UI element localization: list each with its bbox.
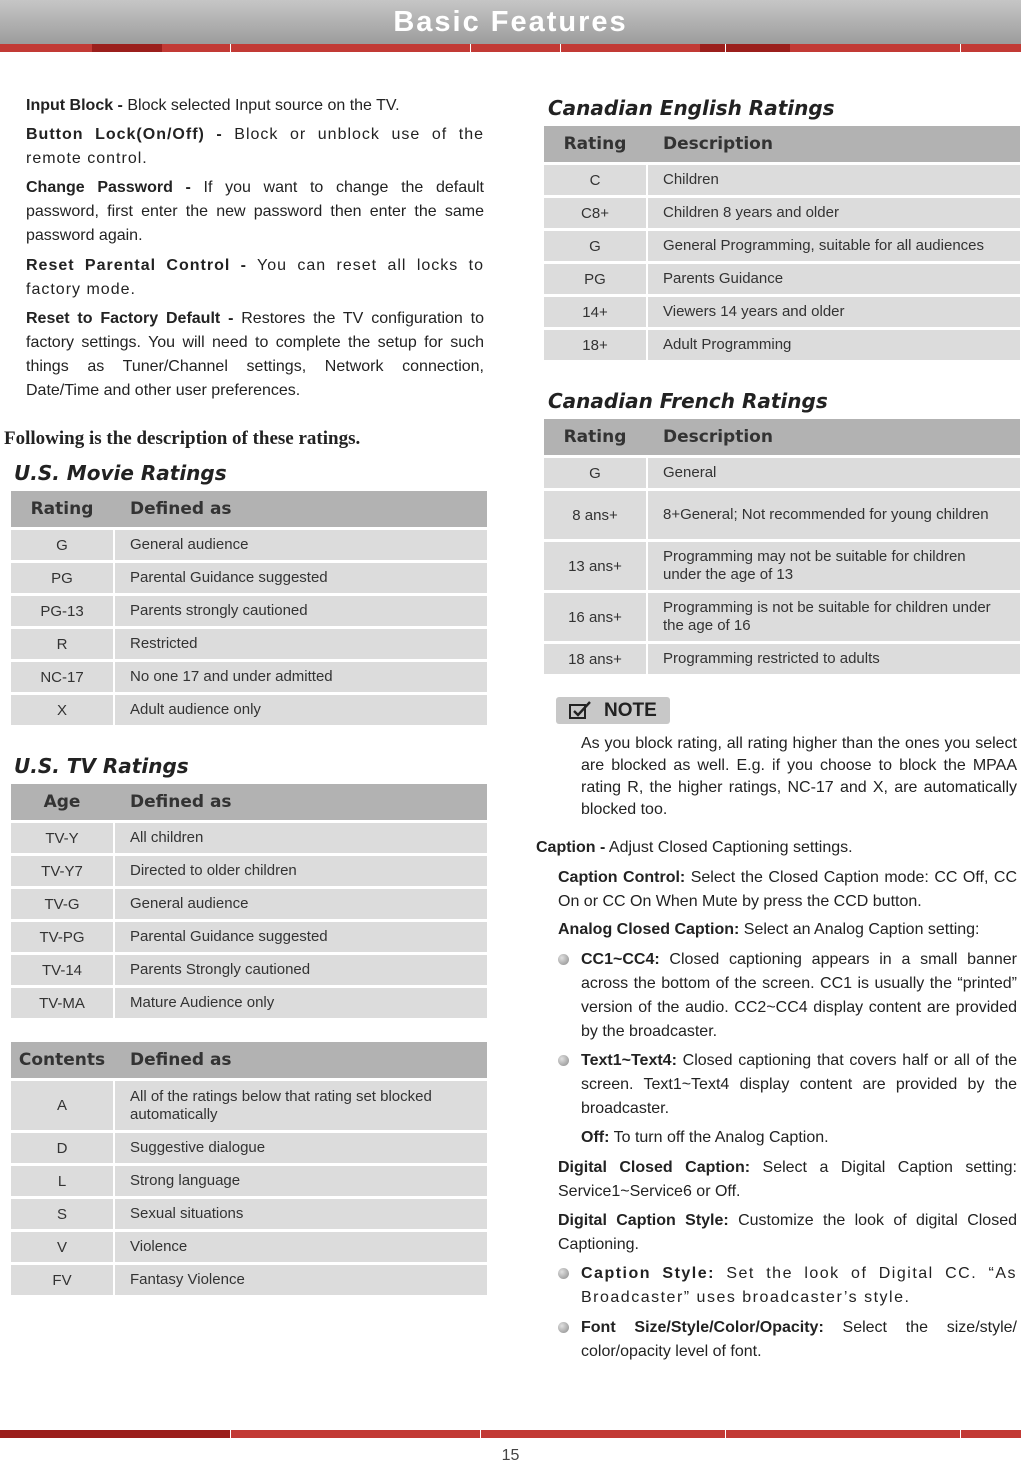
table-row: 18+ Adult Programming (544, 330, 1020, 360)
analog-closed-caption: Analog Closed Caption: Select an Analog Caption setting: (558, 921, 980, 938)
off-item: Off: To turn off the Analog Caption. (581, 1129, 829, 1146)
table-row: C Children (544, 165, 1020, 195)
caption-style-item: Caption Style: Set the look of Digital CC. “As Broadcaster” uses broadcaster’s style. (581, 1265, 1017, 1306)
bullet-icon (558, 954, 569, 965)
table-row: X Adult audience only (11, 695, 487, 725)
table-row: TV-Y7 Directed to older children (11, 856, 487, 886)
table-row: TV-14 Parents Strongly cautioned (11, 955, 487, 985)
table-header: Contents Defined as (11, 1042, 487, 1078)
note-check-icon (569, 700, 593, 725)
digital-caption-style: Digital Caption Style: Customize the look of digital Closed Captioning. (558, 1212, 1018, 1253)
table-header: Rating Description (544, 419, 1020, 455)
table-row: TV-PG Parental Guidance suggested (11, 922, 487, 952)
table-row: PG Parents Guidance (544, 264, 1020, 294)
table-header: Rating Defined as (11, 491, 487, 527)
us-movie-title: U.S. Movie Ratings (14, 461, 227, 485)
bullet-icon (558, 1268, 569, 1279)
para-input-block: Input Block - Block selected Input source on the TV. (26, 97, 400, 114)
header-red-bar (0, 44, 1021, 52)
table-row: 8 ans+ 8+General; Not recommended for young children (544, 491, 1020, 539)
table-header: Age Defined as (11, 784, 487, 820)
para-button-lock: Button Lock(On/Off) - Block or unblock use of the remote control. (26, 126, 484, 167)
ca-english-table (544, 126, 1020, 360)
note-text: As you block rating, all rating higher than the ones you select are blocked as well. E.g. if you choose to block the MPAA rating R, the higher ratings, NC-17 and X, are automatically blocked too. (581, 735, 1017, 818)
para-change-password: Change Password - If you want to change the default password, first enter the new password then enter the same password again. (26, 179, 485, 244)
table-row: S Sexual situations (11, 1199, 487, 1229)
ca-english-title: Canadian English Ratings (548, 96, 835, 120)
table-row: G General Programming, suitable for all audiences (544, 231, 1020, 261)
text1-text4-item: Text1~Text4: Closed captioning that covers half or all of the screen. Text1~Text4 display content are provided by the broadcaster. (581, 1052, 1017, 1117)
table-header: Rating Description (544, 126, 1020, 162)
table-row: TV-MA Mature Audience only (11, 988, 487, 1018)
page-header (0, 0, 1021, 44)
note-label: NOTE (604, 700, 657, 721)
cc1-cc4-item: CC1~CC4: Closed captioning appears in a small banner across the bottom of the screen. CC1 is usually the “printed” version of the audio. CC2~CC4 display content are provided by the broadcaster. (581, 951, 1017, 1040)
table-row: NC-17 No one 17 and under admitted (11, 662, 487, 692)
bullet-icon (558, 1322, 569, 1333)
table-row: 14+ Viewers 14 years and older (544, 297, 1020, 327)
font-settings-item: Font Size/Style/Color/Opacity: Select the size/style/ color/opacity level of font. (581, 1319, 1017, 1360)
table-row: D Suggestive dialogue (11, 1133, 487, 1163)
table-row: 18 ans+ Programming restricted to adults (544, 644, 1020, 674)
contents-table (11, 1042, 487, 1295)
following-heading: Following is the description of these ratings. (4, 428, 361, 449)
table-row: 16 ans+ Programming is not be suitable for children under the age of 16 (544, 593, 1020, 641)
page-title: Basic Features (393, 6, 628, 38)
table-row: PG-13 Parents strongly cautioned (11, 596, 487, 626)
us-movie-table (11, 491, 487, 725)
bullet-icon (558, 1055, 569, 1066)
table-row: L Strong language (11, 1166, 487, 1196)
page-number: 15 (501, 1447, 520, 1464)
table-row: C8+ Children 8 years and older (544, 198, 1020, 228)
ca-french-table (544, 419, 1020, 674)
para-reset-factory: Reset to Factory Default - Restores the TV configuration to factory settings. You will need to complete the setup for such things as Tuner/Channel settings, Network connection, Date/Time and other user preferences. (26, 310, 485, 399)
table-row: PG Parental Guidance suggested (11, 563, 487, 593)
caption-intro: Caption - Adjust Closed Captioning settings. (536, 839, 853, 856)
table-row: TV-Y All children (11, 823, 487, 853)
table-row: R Restricted (11, 629, 487, 659)
table-row: FV Fantasy Violence (11, 1265, 487, 1295)
footer-red-bar (0, 1430, 1021, 1438)
table-row: A All of the ratings below that rating set blocked automatically (11, 1081, 487, 1130)
ca-french-title: Canadian French Ratings (548, 389, 828, 413)
us-tv-table (11, 784, 487, 1018)
table-row: TV-G General audience (11, 889, 487, 919)
table-row: G General (544, 458, 1020, 488)
note-badge (556, 697, 670, 724)
para-reset-parental: Reset Parental Control - You can reset all locks to factory mode. (26, 257, 484, 298)
table-row: G General audience (11, 530, 487, 560)
digital-closed-caption: Digital Closed Caption: Select a Digital Caption setting: Service1~Service6 or Off. (558, 1159, 1017, 1200)
table-row: V Violence (11, 1232, 487, 1262)
table-row: 13 ans+ Programming may not be suitable for children under the age of 13 (544, 542, 1020, 590)
us-tv-title: U.S. TV Ratings (14, 754, 189, 778)
caption-control: Caption Control: Select the Closed Caption mode: CC Off, CC On or CC On When Mute by press the CCD button. (558, 869, 1018, 910)
